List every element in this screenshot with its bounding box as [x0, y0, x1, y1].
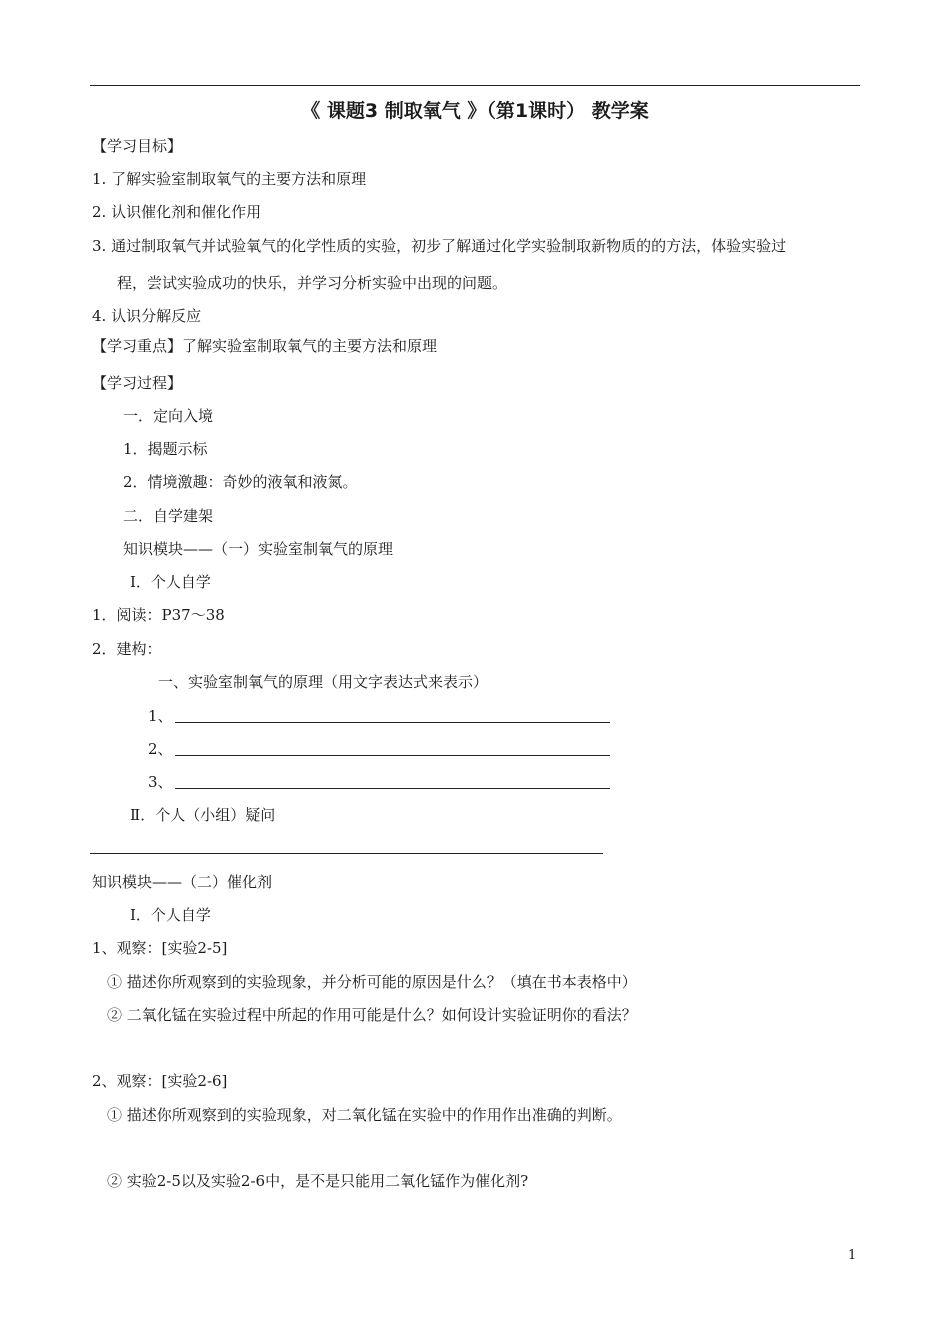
document-title: 《 课题3 制取氧气 》（第1课时） 教学案	[301, 100, 649, 122]
answer-blank-3[interactable]	[175, 788, 610, 789]
goal-1: 1. 了解实验室制取氧气的主要方法和原理	[92, 170, 367, 188]
goal-3-line-2: 程，尝试实验成功的快乐，并学习分析实验中出现的问题。	[117, 274, 508, 292]
section-one-item-1: 1．揭题示标	[123, 440, 208, 458]
section-one-heading: 一．定向入境	[123, 407, 214, 425]
blank-label-3: 3、	[148, 773, 173, 791]
section-two-heading: 二．自学建架	[123, 507, 214, 525]
observation-1-question-a: ① 描述你所观察到的实验现象，并分析可能的原因是什么？（填在书本表格中）	[107, 973, 637, 991]
module-two-heading: 知识模块——（二）催化剂	[92, 873, 273, 891]
observation-2-heading: 2、观察：[实验2-6]	[92, 1072, 228, 1090]
blank-label-2: 2、	[148, 740, 173, 758]
observation-1-heading: 1、观察：[实验2-5]	[92, 939, 228, 957]
section-one-item-2: 2．情境激趣：奇妙的液氧和液氮。	[123, 473, 358, 491]
goal-4: 4. 认识分解反应	[92, 307, 202, 325]
goal-3-line-1: 3. 通过制取氧气并试验氧气的化学性质的实验，初步了解通过化学实验制取新物质的的方法，体验实验过	[92, 237, 787, 255]
header-rule	[90, 85, 860, 86]
principle-heading: 一、实验室制氧气的原理（用文字表达式来表示）	[158, 673, 489, 691]
answer-blank-2[interactable]	[175, 755, 610, 756]
observation-2-question-b: ② 实验2-5以及实验2-6中，是不是只能用二氧化锰作为催化剂?	[107, 1172, 529, 1190]
answer-blank-1[interactable]	[175, 722, 610, 723]
module-one-questions: Ⅱ．个人（小组）疑问	[130, 806, 276, 824]
learning-process-heading: 【学习过程】	[92, 374, 183, 392]
goal-2: 2. 认识催化剂和催化作用	[92, 203, 262, 221]
build-heading: 2．建构：	[92, 640, 162, 658]
learning-goals-heading: 【学习目标】	[92, 137, 183, 155]
reading-assignment: 1．阅读：P37～38	[92, 606, 225, 624]
page-number: 1	[848, 1248, 857, 1263]
module-one-heading: 知识模块——（一）实验室制氧气的原理	[123, 540, 394, 558]
module-two-self-study: Ⅰ．个人自学	[130, 906, 211, 924]
learning-focus: 【学习重点】了解实验室制取氧气的主要方法和原理	[92, 337, 438, 355]
module-one-self-study: Ⅰ．个人自学	[130, 573, 211, 591]
blank-label-1: 1、	[148, 707, 173, 725]
observation-2-question-a: ① 描述你所观察到的实验现象，对二氧化锰在实验中的作用作出准确的判断。	[107, 1106, 622, 1124]
questions-answer-line[interactable]	[90, 853, 603, 854]
observation-1-question-b: ② 二氧化锰在实验过程中所起的作用可能是什么？如何设计实验证明你的看法？	[107, 1006, 637, 1024]
